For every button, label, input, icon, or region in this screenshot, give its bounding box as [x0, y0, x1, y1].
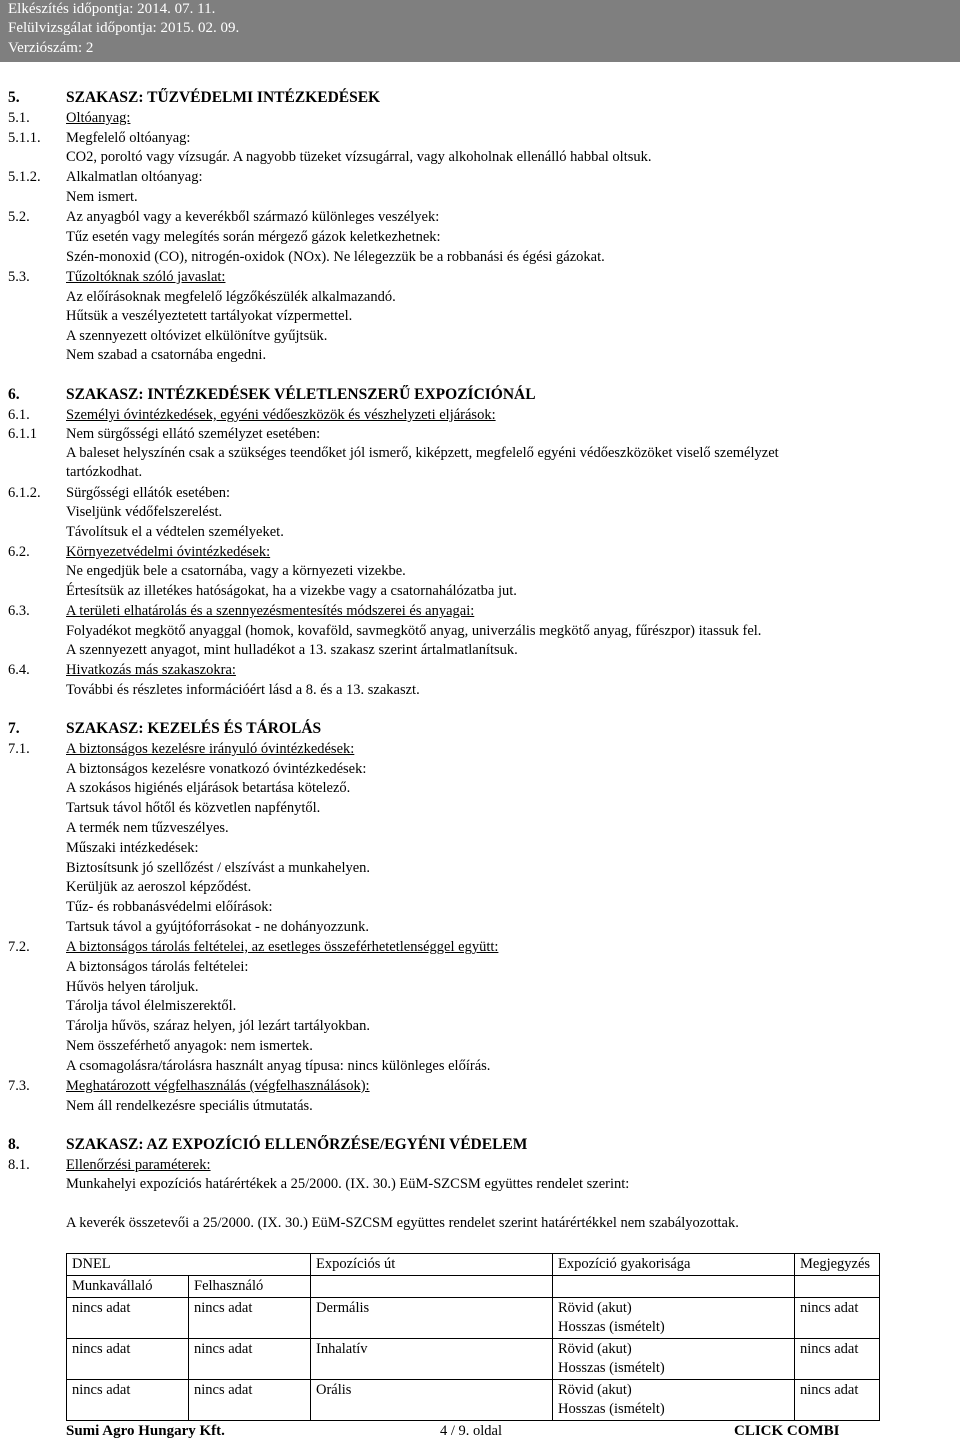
text-line: Nem összeférhető anyagok: nem ismertek. — [66, 1038, 313, 1054]
text-line: Kerüljük az aeroszol képződést. — [66, 879, 252, 895]
cell-frequency — [553, 1339, 795, 1380]
freq-long: Hosszas (ismételt) — [558, 1360, 665, 1376]
dnel-table — [66, 1253, 880, 1421]
text-line: Hűtsük a veszélyeztetett tartályokat vízpermettel. — [66, 308, 353, 324]
text-line: tartózkodhat. — [66, 464, 143, 480]
section-8-number: 8. — [8, 1136, 20, 1153]
subsection-number: 6.1.2. — [8, 485, 41, 501]
cell-route: Inhalatív — [311, 1339, 553, 1380]
section-6-number: 6. — [8, 386, 20, 403]
text-line: A termék nem tűzveszélyes. — [66, 820, 229, 836]
text-line: Tartsuk távol hőtől és közvetlen napfénytől. — [66, 800, 321, 816]
freq-short: Rövid (akut) — [558, 1382, 632, 1398]
subsection-number: 5.1.1. — [8, 130, 41, 146]
section-8-title: SZAKASZ: AZ EXPOZÍCIÓ ELLENŐRZÉSE/EGYÉNI VÉDELEM — [66, 1136, 528, 1153]
text-line: Nem szabad a csatornába engedni. — [66, 347, 267, 363]
freq-long: Hosszas (ismételt) — [558, 1319, 665, 1335]
subsection-6-1-title: Személyi óvintézkedések, egyéni védőeszközök és vészhelyzeti eljárások: — [66, 407, 496, 423]
header-dnel: DNEL — [67, 1254, 311, 1276]
subsection-5-2-title: Az anyagból vagy a keverékből származó különleges veszélyek: — [66, 209, 440, 225]
text-line: Viseljünk védőfelszerelést. — [66, 504, 223, 520]
subsection-5-1-title: Oltóanyag: — [66, 110, 131, 126]
text-line: Szén-monoxid (CO), nitrogén-oxidok (NOx). Ne lélegezzük be a robbanási és égési gázokat. — [66, 249, 605, 265]
text-line: További és részletes információért lásd a 8. és a 13. szakaszt. — [66, 682, 420, 698]
subsection-number: 5.3. — [8, 269, 30, 285]
footer-product: CLICK COMBI — [734, 1423, 840, 1439]
text-line: Folyadékot megkötő anyaggal (homok, kovaföld, savmegkötő anyag, univerzális megkötő anyag, fűrészpor) itassuk fel. — [66, 623, 762, 639]
header-route: Expozíciós út — [311, 1254, 553, 1276]
text-line: CO2, poroltó vagy vízsugár. A nagyobb tüzeket vízsugárral, vagy alkoholnak ellenálló habbal oltsuk. — [66, 149, 652, 165]
subsection-number: 7.1. — [8, 741, 30, 757]
empty-cell — [795, 1276, 880, 1298]
text-line: Tűz- és robbanásvédelmi előírások: — [66, 899, 273, 915]
table-row — [67, 1380, 880, 1421]
subsection-7-1-title: A biztonságos kezelésre irányuló óvintézkedések: — [66, 741, 355, 757]
text-line: A baleset helyszínén csak a szükséges teendőket jól ismerő, kiképzett, megfelelő egyéni védőeszközöket viselő személyzet — [66, 445, 779, 461]
subsection-6-4-title: Hivatkozás más szakaszokra: — [66, 662, 236, 678]
cell-note: nincs adat — [795, 1380, 880, 1421]
text-line: Tárolja hűvös, száraz helyen, jól lezárt tartályokban. — [66, 1018, 370, 1034]
text-line: Tartsuk távol a gyújtóforrásokat - ne dohányozzunk. — [66, 919, 369, 935]
version-number: Verziószám: 2 — [8, 40, 94, 56]
subsection-number: 5.2. — [8, 209, 30, 225]
empty-cell — [553, 1276, 795, 1298]
subsection-7-2-title: A biztonságos tárolás feltételei, az esetleges összeférhetetlenséggel együtt: — [66, 939, 499, 955]
text-line: Nem ismert. — [66, 189, 138, 205]
subsection-number: 6.1.1 — [8, 426, 37, 442]
freq-long: Hosszas (ismételt) — [558, 1401, 665, 1417]
freq-short: Rövid (akut) — [558, 1341, 632, 1357]
table-header-row — [67, 1254, 880, 1276]
text-line: Hűvös helyen tároljuk. — [66, 979, 199, 995]
header-frequency: Expozíció gyakorisága — [553, 1254, 795, 1276]
cell-frequency — [553, 1380, 795, 1421]
cell-worker: nincs adat — [67, 1380, 189, 1421]
header-user: Felhasználó — [189, 1276, 311, 1298]
footer-page-number: 4 / 9. oldal — [440, 1423, 503, 1439]
footer-company: Sumi Agro Hungary Kft. — [66, 1423, 225, 1439]
header-worker: Munkavállaló — [67, 1276, 189, 1298]
text-line: Ne engedjük bele a csatornába, vagy a környezeti vizekbe. — [66, 563, 406, 579]
text-line: A biztonságos kezelésre vonatkozó óvintézkedések: — [66, 761, 367, 777]
text-line: A szokásos higiénés eljárások betartása kötelező. — [66, 780, 351, 796]
text-line: A biztonságos tárolás feltételei: — [66, 959, 249, 975]
text-line: Nem áll rendelkezésre speciális útmutatás. — [66, 1098, 313, 1114]
subsection-6-1-1-title: Nem sürgősségi ellátó személyzet esetében: — [66, 426, 321, 442]
empty-cell — [311, 1276, 553, 1298]
cell-worker: nincs adat — [67, 1298, 189, 1339]
text-line: Biztosítsunk jó szellőzést / elszívást a munkahelyen. — [66, 860, 371, 876]
cell-note: nincs adat — [795, 1339, 880, 1380]
text-line: Műszaki intézkedések: — [66, 840, 199, 856]
cell-user: nincs adat — [189, 1298, 311, 1339]
text-line: Tűz esetén vagy melegítés során mérgező gázok keletkezhetnek: — [66, 229, 441, 245]
subsection-5-3-title: Tűzoltóknak szóló javaslat: — [66, 269, 226, 285]
subsection-5-1-1-title: Megfelelő oltóanyag: — [66, 130, 191, 146]
subsection-6-2-title: Környezetvédelmi óvintézkedések: — [66, 544, 271, 560]
subsection-7-3-title: Meghatározott végfelhasználás (végfelhasználások): — [66, 1078, 370, 1094]
subsection-number: 6.3. — [8, 603, 30, 619]
subsection-8-1-title: Ellenőrzési paraméterek: — [66, 1157, 211, 1173]
text-line: A szennyezett anyagot, mint hulladékot a 13. szakasz szerint ártalmatlanítsuk. — [66, 642, 518, 658]
freq-short: Rövid (akut) — [558, 1300, 632, 1316]
table-row — [67, 1339, 880, 1380]
text-line: Az előírásoknak megfelelő légzőkészülék alkalmazandó. — [66, 289, 396, 305]
text-line: Tárolja távol élelmiszerektől. — [66, 998, 237, 1014]
subsection-number: 6.2. — [8, 544, 30, 560]
text-line: A szennyezett oltóvizet elkülönítve gyűjtsük. — [66, 328, 328, 344]
subsection-number: 5.1.2. — [8, 169, 41, 185]
text-line: Munkahelyi expozíciós határértékek a 25/2000. (IX. 30.) EüM-SZCSM együttes rendelet szerint: — [66, 1176, 630, 1192]
section-7-title: SZAKASZ: KEZELÉS ÉS TÁROLÁS — [66, 720, 322, 737]
cell-worker: nincs adat — [67, 1339, 189, 1380]
cell-frequency — [553, 1298, 795, 1339]
text-line: Értesítsük az illetékes hatóságokat, ha a vizekbe vagy a csatornahálózatba jut. — [66, 583, 517, 599]
document-header — [0, 0, 960, 62]
table-subheader-row — [67, 1276, 880, 1298]
subsection-number: 6.1. — [8, 407, 30, 423]
subsection-5-1-2-title: Alkalmatlan oltóanyag: — [66, 169, 203, 185]
text-line: A csomagolásra/tárolásra használt anyag típusa: nincs különleges előírás. — [66, 1058, 491, 1074]
section-6-title: SZAKASZ: INTÉZKEDÉSEK VÉLETLENSZERŰ EXPOZÍCIÓNÁL — [66, 386, 536, 403]
subsection-number: 8.1. — [8, 1157, 30, 1173]
subsection-6-1-2-title: Sürgősségi ellátók esetében: — [66, 485, 231, 501]
section-5-number: 5. — [8, 89, 20, 106]
subsection-number: 7.2. — [8, 939, 30, 955]
cell-user: nincs adat — [189, 1380, 311, 1421]
text-line: A keverék összetevői a 25/2000. (IX. 30.) EüM-SZCSM együttes rendelet szerint határértékkel nem szabályozottak. — [66, 1215, 739, 1231]
text-line: Távolítsuk el a védtelen személyeket. — [66, 524, 284, 540]
header-note: Megjegyzés — [795, 1254, 880, 1276]
section-7-number: 7. — [8, 720, 20, 737]
cell-user: nincs adat — [189, 1339, 311, 1380]
subsection-6-3-title: A területi elhatárolás és a szennyezésmentesítés módszerei és anyagai: — [66, 603, 475, 619]
revision-date: Felülvizsgálat időpontja: 2015. 02. 09. — [8, 20, 240, 36]
subsection-number: 7.3. — [8, 1078, 30, 1094]
prepared-date: Elkészítés időpontja: 2014. 07. 11. — [8, 1, 216, 17]
cell-route: Dermális — [311, 1298, 553, 1339]
table-row — [67, 1298, 880, 1339]
section-5-title: SZAKASZ: TŰZVÉDELMI INTÉZKEDÉSEK — [66, 89, 381, 106]
cell-note: nincs adat — [795, 1298, 880, 1339]
cell-route: Orális — [311, 1380, 553, 1421]
subsection-number: 5.1. — [8, 110, 30, 126]
subsection-number: 6.4. — [8, 662, 30, 678]
